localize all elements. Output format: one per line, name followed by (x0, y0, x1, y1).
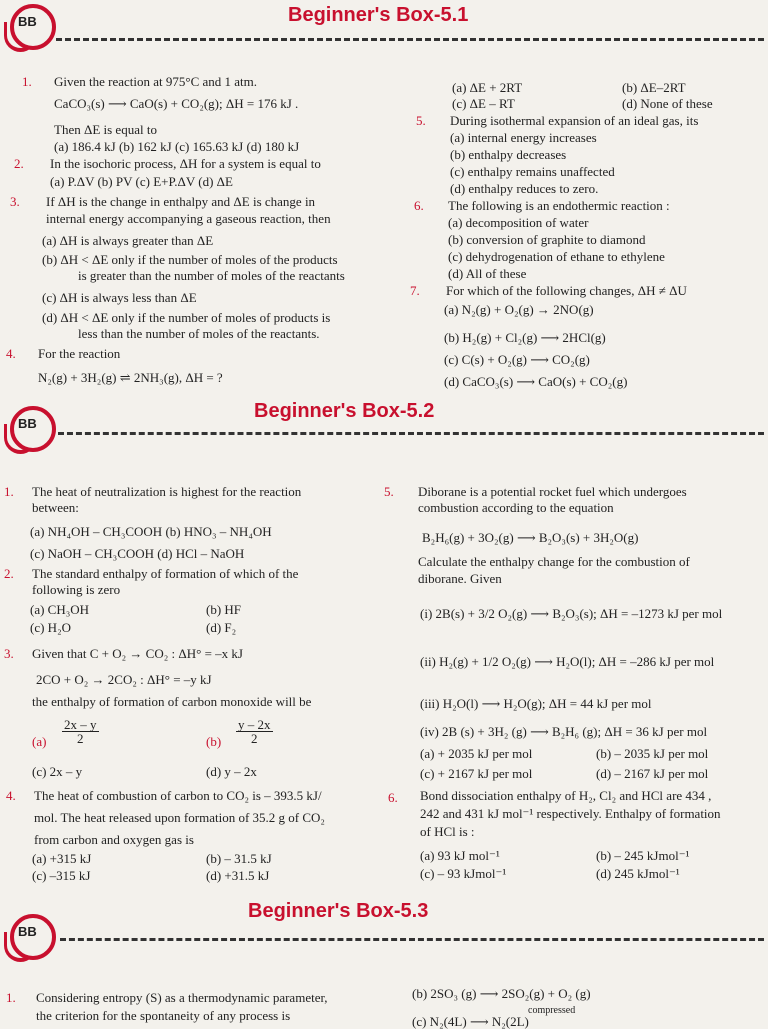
option-d: (d) enthalpy reduces to zero. (450, 181, 599, 196)
question-number: 2. (4, 566, 14, 581)
option-d: (d) y – 2x (206, 764, 257, 779)
option-b: (b) ΔH < ΔE only if the number of moles of the products (42, 252, 338, 267)
divider (60, 938, 764, 941)
option-c: (c) – 93 kJmol⁻¹ (420, 866, 507, 881)
box-title: Beginner's Box-5.3 (248, 900, 429, 922)
question-number: 4. (6, 788, 16, 803)
box-title: Beginner's Box-5.1 (288, 4, 469, 26)
question-number: 5. (384, 484, 394, 499)
option-a: (a) CH₃OH (30, 602, 90, 617)
option-c: (c) H₂O (30, 620, 71, 635)
question-text: mol. The heat released upon formation of 35.2 g of CO₂ (34, 810, 325, 825)
bb-logo-text: BB (18, 924, 37, 939)
question-number: 1. (4, 484, 14, 499)
fraction-denominator: 2 (77, 731, 84, 746)
option-b: (b) ΔE–2RT (622, 80, 686, 95)
question-text: Then ΔE is equal to (54, 122, 157, 137)
option-a: (a) +315 kJ (32, 851, 92, 866)
options-ab: (a) NH₄OH – CH₃COOH (b) HNO₃ – NH₄OH (30, 524, 272, 539)
option-b-cont: is greater than the number of moles of the reactants (78, 268, 345, 283)
option-c: (c) ΔH is always less than ΔE (42, 290, 197, 305)
bb-logo-icon (4, 404, 56, 450)
question-number: 3. (10, 194, 20, 209)
question-text: The following is an endothermic reaction : (448, 198, 670, 213)
option-d-cont: less than the number of moles of the reactants. (78, 326, 320, 341)
option-a: (a) ΔE + 2RT (452, 80, 523, 95)
given-iii: (iii) H₂O(l) ⟶ H₂O(g); ΔH = 44 kJ per mol (420, 696, 652, 711)
option-d: (d) ΔH < ΔE only if the number of moles of products is (42, 310, 331, 325)
question-text: In the isochoric process, ΔH for a system is equal to (50, 156, 321, 171)
question-number: 5. (416, 113, 426, 128)
question-text: the criterion for the spontaneity of any process is (36, 1008, 291, 1023)
question-text: diborane. Given (418, 571, 502, 586)
option-c: (c) –315 kJ (32, 868, 91, 883)
question-text: internal energy accompanying a gaseous reaction, then (46, 211, 331, 226)
option-d: (d) CaCO₃(s) ⟶ CaO(s) + CO₂(g) (444, 374, 628, 389)
option-d: (d) – 2167 kJ per mol (596, 766, 709, 781)
equation: 2CO + O₂ → 2CO₂ : ΔH° = –y kJ (36, 672, 212, 687)
bb-logo-text: BB (18, 416, 37, 431)
bb-logo-icon (4, 2, 56, 48)
option-c: (c) C(s) + O₂(g) ⟶ CO₂(g) (444, 352, 590, 367)
bb-logo-text: BB (18, 14, 37, 29)
divider (56, 38, 764, 41)
fraction-numerator: 2x – y (64, 717, 97, 732)
equation: N₂(g) + 3H₂(g) ⇌ 2NH₃(g), ΔH = ? (38, 370, 223, 385)
question-text: Considering entropy (S) as a thermodynamic parameter, (36, 990, 328, 1005)
option-c: (c) N₂(4L) ⟶ N₂(2L) (412, 1014, 529, 1029)
option-a-fraction (62, 718, 99, 745)
option-c: (c) enthalpy remains unaffected (450, 164, 615, 179)
question-number: 6. (414, 198, 424, 213)
question-text: Bond dissociation enthalpy of H₂, Cl₂ and HCl are 434 , (420, 788, 712, 803)
question-number: 4. (6, 346, 16, 361)
question-text: The heat of neutralization is highest for the reaction (32, 484, 302, 499)
question-text: For which of the following changes, ΔH ≠ ΔU (446, 283, 687, 298)
option-b: (b) – 245 kJmol⁻¹ (596, 848, 690, 863)
question-text: Calculate the enthalpy change for the combustion of (418, 554, 690, 569)
question-text: Given the reaction at 975°C and 1 atm. (54, 74, 258, 89)
option-b: (b) enthalpy decreases (450, 147, 567, 162)
given-i: (i) 2B(s) + 3/2 O₂(g) ⟶ B₂O₃(s); ΔH = –1273 kJ per mol (420, 606, 723, 621)
question-text: the enthalpy of formation of carbon monoxide will be (32, 694, 312, 709)
equation: CaCO₃(s) ⟶ CaO(s) + CO₂(g); ΔH = 176 kJ . (54, 96, 299, 111)
option-d: (d) 245 kJmol⁻¹ (596, 866, 680, 881)
given-ii: (ii) H₂(g) + 1/2 O₂(g) ⟶ H₂O(l); ΔH = –286 kJ per mol (420, 654, 715, 669)
option-a: (a) decomposition of water (448, 215, 589, 230)
options-cd: (c) NaOH – CH₃COOH (d) HCl – NaOH (30, 546, 245, 561)
question-number: 3. (4, 646, 14, 661)
option-b: (b) – 31.5 kJ (206, 851, 272, 866)
question-text: For the reaction (38, 346, 121, 361)
option-c: (c) + 2167 kJ per mol (420, 766, 533, 781)
question-text: If ΔH is the change in enthalpy and ΔE is change in (46, 194, 316, 209)
option-b: (b) – 2035 kJ per mol (596, 746, 709, 761)
question-text: The heat of combustion of carbon to CO₂ is – 393.5 kJ/ (34, 788, 322, 803)
question-number: 2. (14, 156, 24, 171)
fraction-numerator: y – 2x (238, 717, 271, 732)
question-text: between: (32, 500, 79, 515)
box-title: Beginner's Box-5.2 (254, 400, 435, 422)
option-a: (a) N₂(g) + O₂(g) → 2NO(g) (444, 302, 594, 317)
bb-logo-icon (4, 912, 56, 958)
question-number: 7. (410, 283, 420, 298)
option-d: (d) F₂ (206, 620, 237, 635)
divider (58, 432, 764, 435)
option-c: (c) dehydrogenation of ethane to ethylene (448, 249, 665, 264)
option-c: (c) 2x – y (32, 764, 83, 779)
options: (a) P.ΔV (b) PV (c) E+P.ΔV (d) ΔE (50, 174, 233, 189)
question-number: 1. (22, 74, 32, 89)
option-b-label: (b) (206, 734, 222, 749)
option-b: (b) HF (206, 602, 242, 617)
option-a-label: (a) (32, 734, 47, 749)
option-b: (b) H₂(g) + Cl₂(g) ⟶ 2HCl(g) (444, 330, 606, 345)
option-b-fraction (236, 718, 273, 745)
question-text: combustion according to the equation (418, 500, 614, 515)
question-text: following is zero (32, 582, 121, 597)
options: (a) 186.4 kJ (b) 162 kJ (c) 165.63 kJ (d) 180 kJ (54, 139, 300, 154)
question-number: 6. (388, 790, 398, 805)
question-text: Given that C + O₂ → CO₂ : ΔH° = –x kJ (32, 646, 243, 661)
option-a: (a) + 2035 kJ per mol (420, 746, 533, 761)
given-iv: (iv) 2B (s) + 3H₂ (g) ⟶ B₂H₆ (g); ΔH = 36 kJ per mol (420, 724, 708, 739)
fraction-denominator: 2 (251, 731, 258, 746)
option-d: (d) +31.5 kJ (206, 868, 270, 883)
option-a: (a) internal energy increases (450, 130, 597, 145)
question-text: from carbon and oxygen gas is (34, 832, 194, 847)
question-text: of HCl is : (420, 824, 475, 839)
option-d: (d) None of these (622, 96, 713, 111)
question-text: During isothermal expansion of an ideal gas, its (450, 113, 699, 128)
question-text: The standard enthalpy of formation of which of the (32, 566, 299, 581)
option-a: (a) ΔH is always greater than ΔE (42, 233, 214, 248)
arrow-annotation: compressed (528, 1005, 576, 1016)
question-number: 1. (6, 990, 16, 1005)
option-a: (a) 93 kJ mol⁻¹ (420, 848, 500, 863)
option-d: (d) All of these (448, 266, 527, 281)
equation: B₂H₆(g) + 3O₂(g) ⟶ B₂O₃(s) + 3H₂O(g) (422, 530, 639, 545)
question-text: 242 and 431 kJ mol⁻¹ respectively. Enthalpy of formation (420, 806, 721, 821)
option-b: (b) 2SO₃ (g) ⟶ 2SO₂(g) + O₂ (g) (412, 986, 591, 1001)
option-c: (c) ΔE – RT (452, 96, 515, 111)
option-b: (b) conversion of graphite to diamond (448, 232, 646, 247)
question-text: Diborane is a potential rocket fuel which undergoes (418, 484, 687, 499)
